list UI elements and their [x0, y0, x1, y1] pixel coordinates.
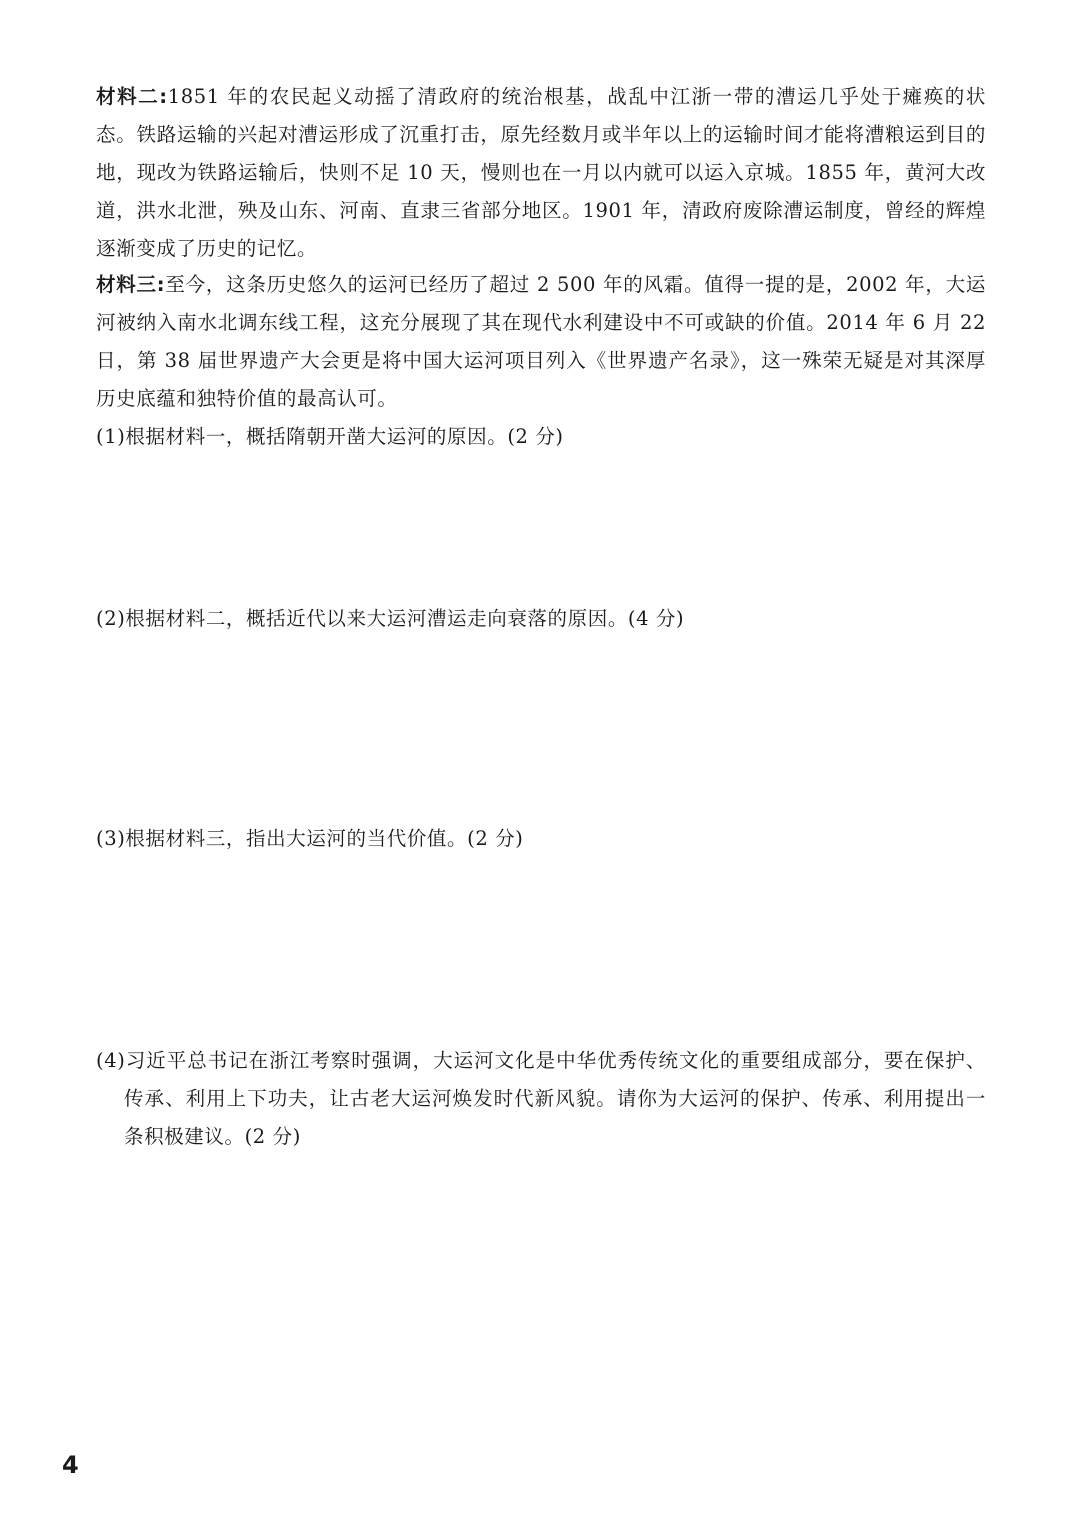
material-two-paragraph	[96, 78, 986, 268]
material-two	[96, 78, 986, 268]
material-three-paragraph	[96, 266, 986, 418]
material-three-text: 至今，这条历史悠久的运河已经历了超过 2 500 年的风霜。值得一提的是，2002 年，大运河被纳入南水北调东线工程，这充分展现了其在现代水利建设中不可或缺的价值。2014 年 6 月 22 日，第 38 届世界遗产大会更是将中国大运河项目列入《世界遗产名录》，这一殊荣无疑是对其深厚历史底蕴和独特价值的最高认可。	[96, 273, 986, 410]
question-2: (2)根据材料二，概括近代以来大运河漕运走向衰落的原因。(4 分)	[96, 607, 685, 630]
question-4: (4)习近平总书记在浙江考察时强调，大运河文化是中华优秀传统文化的重要组成部分，要在保护、传承、利用上下功夫，让古老大运河焕发时代新风貌。请你为大运河的保护、传承、利用提出一条积极建议。(2 分)	[96, 1049, 986, 1148]
material-three-label: 材料三:	[96, 273, 166, 296]
question-3: (3)根据材料三，指出大运河的当代价值。(2 分)	[96, 827, 524, 850]
material-two-text: 1851 年的农民起义动摇了清政府的统治根基，战乱中江浙一带的漕运几乎处于瘫痪的状态。铁路运输的兴起对漕运形成了沉重打击，原先经数月或半年以上的运输时间才能将漕粮运到目的地，现改为铁路运输后，快则不足 10 天，慢则也在一月以内就可以运入京城。1855 年，黄河大改道，洪水北泄，殃及山东、河南、直隶三省部分地区。1901 年，清政府废除漕运制度，曾经的辉煌逐渐变成了历史的记忆。	[96, 85, 986, 260]
page-number: 4	[62, 1451, 79, 1479]
question-1: (1)根据材料一，概括隋朝开凿大运河的原因。(2 分)	[96, 425, 564, 448]
material-two-label: 材料二:	[96, 85, 168, 108]
material-three	[96, 266, 986, 418]
